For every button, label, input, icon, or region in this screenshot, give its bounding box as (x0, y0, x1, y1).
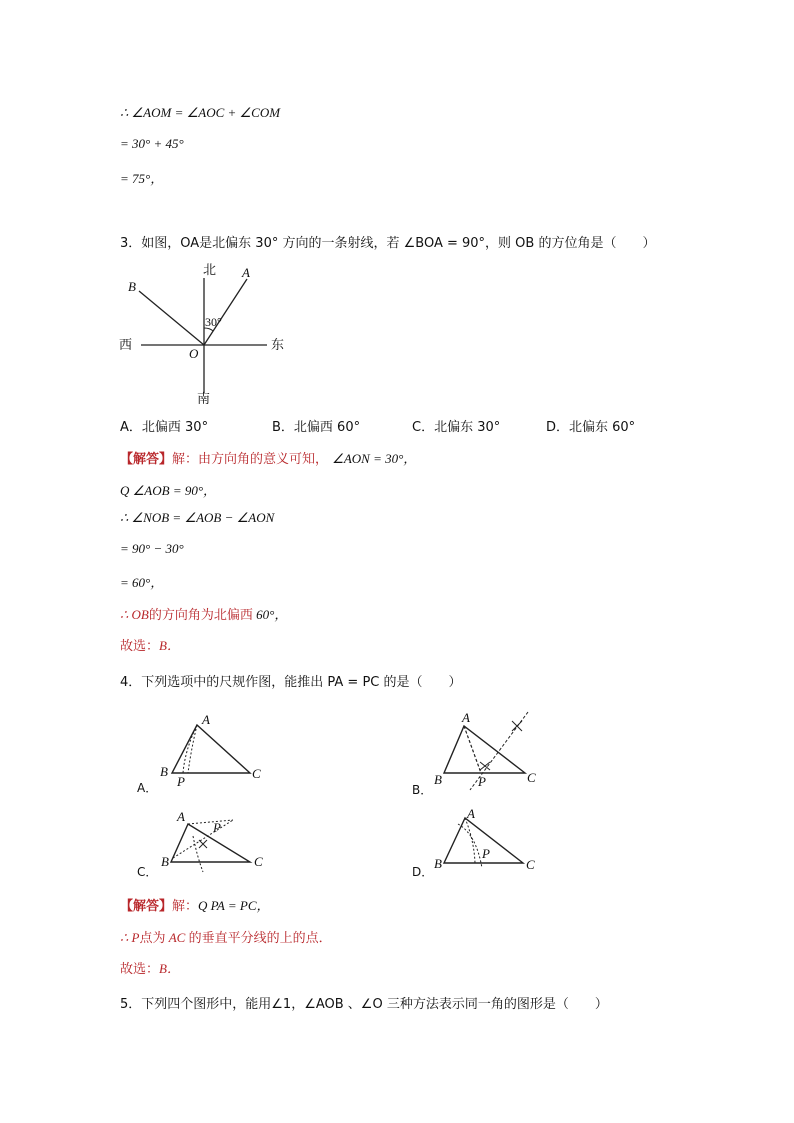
q4-choice-value: B． (159, 961, 180, 976)
q4-s1-p: ∴ P (120, 930, 140, 945)
q3-s5-text: 的方向角为北偏西 (148, 608, 253, 623)
east-label: 东 (271, 338, 285, 353)
q4-label-b: B． (412, 783, 433, 797)
q4-choice (120, 958, 180, 977)
fig-b-point-a: A (462, 710, 470, 725)
q3-stem: 3．如图，OA是北偏东 30° 方向的一条射线，若 ∠BOA = 90°，则 OB 的方位角是（ ） (120, 236, 656, 251)
south-label: 南 (197, 392, 211, 407)
answer-intro: 解：由方向角的意义可知， (172, 452, 329, 467)
q4-stem: 4．下列选项中的尺规作图，能推出 PA = PC 的是（ ） (120, 675, 462, 690)
q4-step-1 (120, 927, 332, 946)
fig-a-point-b: B (160, 764, 168, 779)
q3-step-4: = 60°， (120, 575, 164, 590)
q4-figure-a (155, 710, 275, 790)
prev-line-2: = 30° + 45° (120, 136, 184, 151)
q3-choice-label: 故选： (120, 639, 160, 654)
fig-d-point-p: P (482, 846, 490, 861)
q4-answer-intro: 解： (172, 899, 199, 914)
q3-step-5 (120, 604, 287, 623)
q3-s5-ob: ∴ OB (120, 607, 149, 622)
q3-answer-line (120, 448, 416, 467)
q3-choice (120, 635, 180, 654)
q4-choice-label: 故选： (120, 962, 160, 977)
fig-c-point-b: B (161, 854, 169, 869)
fig-a-point-c: C (252, 766, 261, 781)
q3-step-2: ∴ ∠NOB = ∠AOB − ∠AON (120, 510, 275, 525)
fig-a-point-p: P (177, 774, 185, 789)
q3-step-3: = 90° − 30° (120, 541, 184, 556)
answer-tag: 【解答】 (120, 452, 173, 467)
q3-s5-angle: 60°， (252, 607, 288, 622)
q4-answer-line (120, 895, 270, 914)
fig-d-point-a: A (467, 806, 475, 821)
west-label: 西 (119, 338, 133, 353)
q4-figure-d (430, 806, 550, 886)
q4-label-d: D． (412, 865, 434, 879)
q3-option-a: A．北偏西 30° (120, 420, 209, 435)
answer-expr: ∠AON = 30°， (332, 451, 417, 466)
q3-option-b: B．北偏西 60° (272, 420, 361, 435)
q3-option-c: C．北偏东 30° (412, 420, 501, 435)
fig-c-point-c: C (254, 854, 263, 869)
fig-b-point-b: B (434, 772, 442, 787)
q4-label-c: C． (137, 865, 158, 879)
fig-c-point-p: P (213, 820, 221, 835)
prev-line-1: ∴ ∠AOM = ∠AOC + ∠COM (120, 105, 281, 120)
prev-line-3: = 75°， (120, 171, 164, 186)
fig-d-point-c: C (526, 857, 535, 872)
fig-b-point-p: P (478, 774, 486, 789)
q4-figure-b (430, 708, 560, 794)
q3-step-1: Q ∠AOB = 90°， (120, 483, 217, 498)
point-o-label: O (189, 346, 199, 361)
ray-ob (139, 291, 204, 345)
q4-answer-expr: Q PA = PC， (198, 898, 270, 913)
point-a-label: A (242, 265, 250, 280)
fig-d-point-b: B (434, 856, 442, 871)
q3-choice-value: B． (159, 638, 180, 653)
fig-a-point-a: A (202, 712, 210, 727)
q4-s1-ac: AC (165, 930, 189, 945)
point-b-label: B (128, 279, 136, 294)
q4-s1-text: 点为 (139, 931, 166, 946)
fig-c-point-a: A (177, 809, 185, 824)
fig-b-point-c: C (527, 770, 536, 785)
q4-label-a: A． (137, 781, 158, 795)
q4-figure-c (155, 806, 275, 886)
q3-option-d: D．北偏东 60° (546, 420, 636, 435)
q4-answer-tag: 【解答】 (120, 899, 173, 914)
q3-direction-figure (115, 258, 295, 408)
q4-s1-rest: 的垂直平分线的上的点． (188, 931, 332, 946)
ray-oa (204, 279, 247, 345)
north-label: 北 (203, 263, 217, 278)
q5-stem: 5．下列四个图形中，能用∠1，∠AOB 、∠O 三种方法表示同一角的图形是（ ） (120, 997, 608, 1012)
angle-label: 30° (205, 315, 222, 329)
